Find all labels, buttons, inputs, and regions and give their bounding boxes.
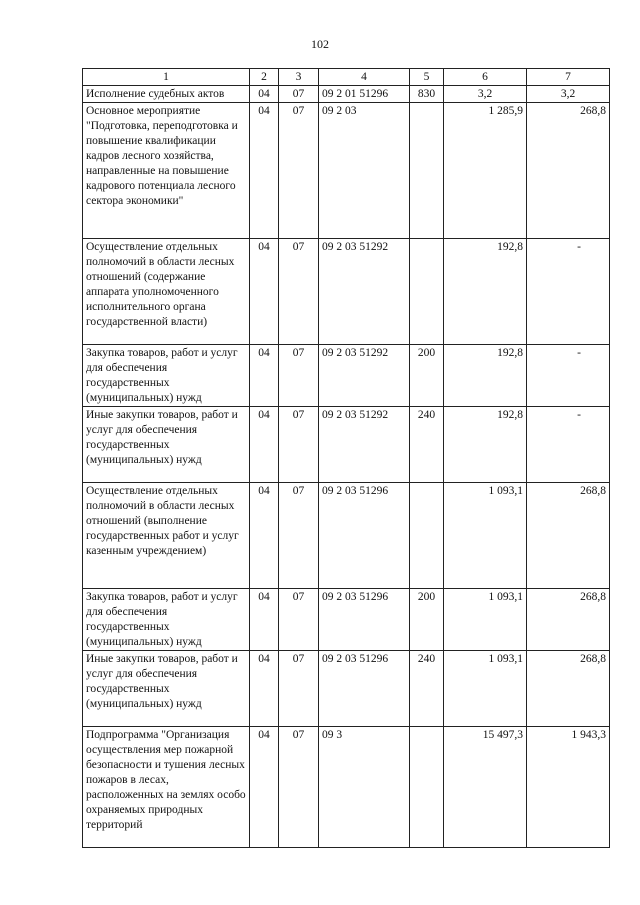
cell-section: 04 (250, 589, 279, 651)
cell-amount-1: 192,8 (444, 239, 527, 345)
cell-expense-type: 200 (410, 345, 444, 407)
cell-subsection: 07 (279, 483, 319, 589)
row-name: Закупка товаров, работ и услуг для обеспечения государственных (муниципальных) нужд (83, 345, 250, 407)
table-row (83, 407, 610, 483)
row-name: Иные закупки товаров, работ и услуг для обеспечения государственных (муниципальных) нужд (83, 651, 250, 727)
cell-amount-2: 268,8 (527, 483, 610, 589)
cell-subsection: 07 (279, 727, 319, 848)
cell-amount-1: 1 093,1 (444, 483, 527, 589)
column-header: 1 (83, 69, 250, 86)
row-name: Осуществление отдельных полномочий в области лесных отношений (содержание аппарата уполномоченного исполнительного органа государственной власти) (83, 239, 250, 345)
cell-expense-type (410, 239, 444, 345)
cell-subsection: 07 (279, 86, 319, 103)
cell-expense-type: 240 (410, 407, 444, 483)
cell-subsection: 07 (279, 345, 319, 407)
cell-amount-2: 268,8 (527, 103, 610, 239)
cell-section: 04 (250, 345, 279, 407)
cell-amount-2: 3,2 (527, 86, 610, 103)
cell-amount-2: - (527, 407, 610, 483)
row-name: Осуществление отдельных полномочий в области лесных отношений (выполнение государственных работ и услуг казенным учреждением) (83, 483, 250, 589)
cell-expense-type (410, 103, 444, 239)
cell-expense-type (410, 483, 444, 589)
cell-subsection: 07 (279, 651, 319, 727)
column-header: 2 (250, 69, 279, 86)
cell-amount-2: - (527, 345, 610, 407)
cell-target-code: 09 2 03 51292 (319, 407, 410, 483)
cell-amount-1: 15 497,3 (444, 727, 527, 848)
cell-subsection: 07 (279, 589, 319, 651)
row-name: Основное мероприятие "Подготовка, переподготовка и повышение квалификации кадров лесного хозяйства, направленные на повышение кадрового потенциала лесного сектора экономики" (83, 103, 250, 239)
cell-amount-1: 3,2 (444, 86, 527, 103)
cell-section: 04 (250, 483, 279, 589)
table-row (83, 239, 610, 345)
cell-expense-type: 830 (410, 86, 444, 103)
cell-expense-type: 200 (410, 589, 444, 651)
cell-expense-type: 240 (410, 651, 444, 727)
cell-section: 04 (250, 86, 279, 103)
table-row (83, 345, 610, 407)
cell-amount-1: 1 093,1 (444, 589, 527, 651)
cell-amount-2: 268,8 (527, 589, 610, 651)
budget-table (82, 68, 610, 848)
cell-amount-1: 192,8 (444, 407, 527, 483)
cell-subsection: 07 (279, 239, 319, 345)
cell-target-code: 09 2 03 51296 (319, 483, 410, 589)
header-row (83, 69, 610, 86)
cell-subsection: 07 (279, 407, 319, 483)
column-header: 7 (527, 69, 610, 86)
cell-section: 04 (250, 407, 279, 483)
cell-amount-2: - (527, 239, 610, 345)
row-name: Иные закупки товаров, работ и услуг для обеспечения государственных (муниципальных) нужд (83, 407, 250, 483)
cell-target-code: 09 2 03 51296 (319, 651, 410, 727)
column-header: 3 (279, 69, 319, 86)
cell-section: 04 (250, 239, 279, 345)
column-header: 6 (444, 69, 527, 86)
cell-amount-1: 192,8 (444, 345, 527, 407)
cell-subsection: 07 (279, 103, 319, 239)
cell-section: 04 (250, 727, 279, 848)
row-name: Подпрограмма "Организация осуществления мер пожарной безопасности и тушения лесных пожаров в лесах, расположенных на землях особо охраняемых природных территорий (83, 727, 250, 848)
table-row (83, 651, 610, 727)
page-number: 102 (311, 37, 329, 51)
table-row (83, 589, 610, 651)
cell-amount-1: 1 285,9 (444, 103, 527, 239)
cell-amount-2: 1 943,3 (527, 727, 610, 848)
cell-target-code: 09 2 03 51296 (319, 589, 410, 651)
cell-expense-type (410, 727, 444, 848)
cell-target-code: 09 2 01 51296 (319, 86, 410, 103)
table-row (83, 727, 610, 848)
cell-target-code: 09 2 03 (319, 103, 410, 239)
cell-target-code: 09 3 (319, 727, 410, 848)
row-name: Закупка товаров, работ и услуг для обеспечения государственных (муниципальных) нужд (83, 589, 250, 651)
cell-target-code: 09 2 03 51292 (319, 239, 410, 345)
cell-amount-2: 268,8 (527, 651, 610, 727)
cell-amount-1: 1 093,1 (444, 651, 527, 727)
column-header: 4 (319, 69, 410, 86)
row-name: Исполнение судебных актов (83, 86, 250, 103)
table-row (83, 103, 610, 239)
cell-section: 04 (250, 651, 279, 727)
column-header: 5 (410, 69, 444, 86)
table-row (83, 86, 610, 103)
cell-section: 04 (250, 103, 279, 239)
table-row (83, 483, 610, 589)
cell-target-code: 09 2 03 51292 (319, 345, 410, 407)
